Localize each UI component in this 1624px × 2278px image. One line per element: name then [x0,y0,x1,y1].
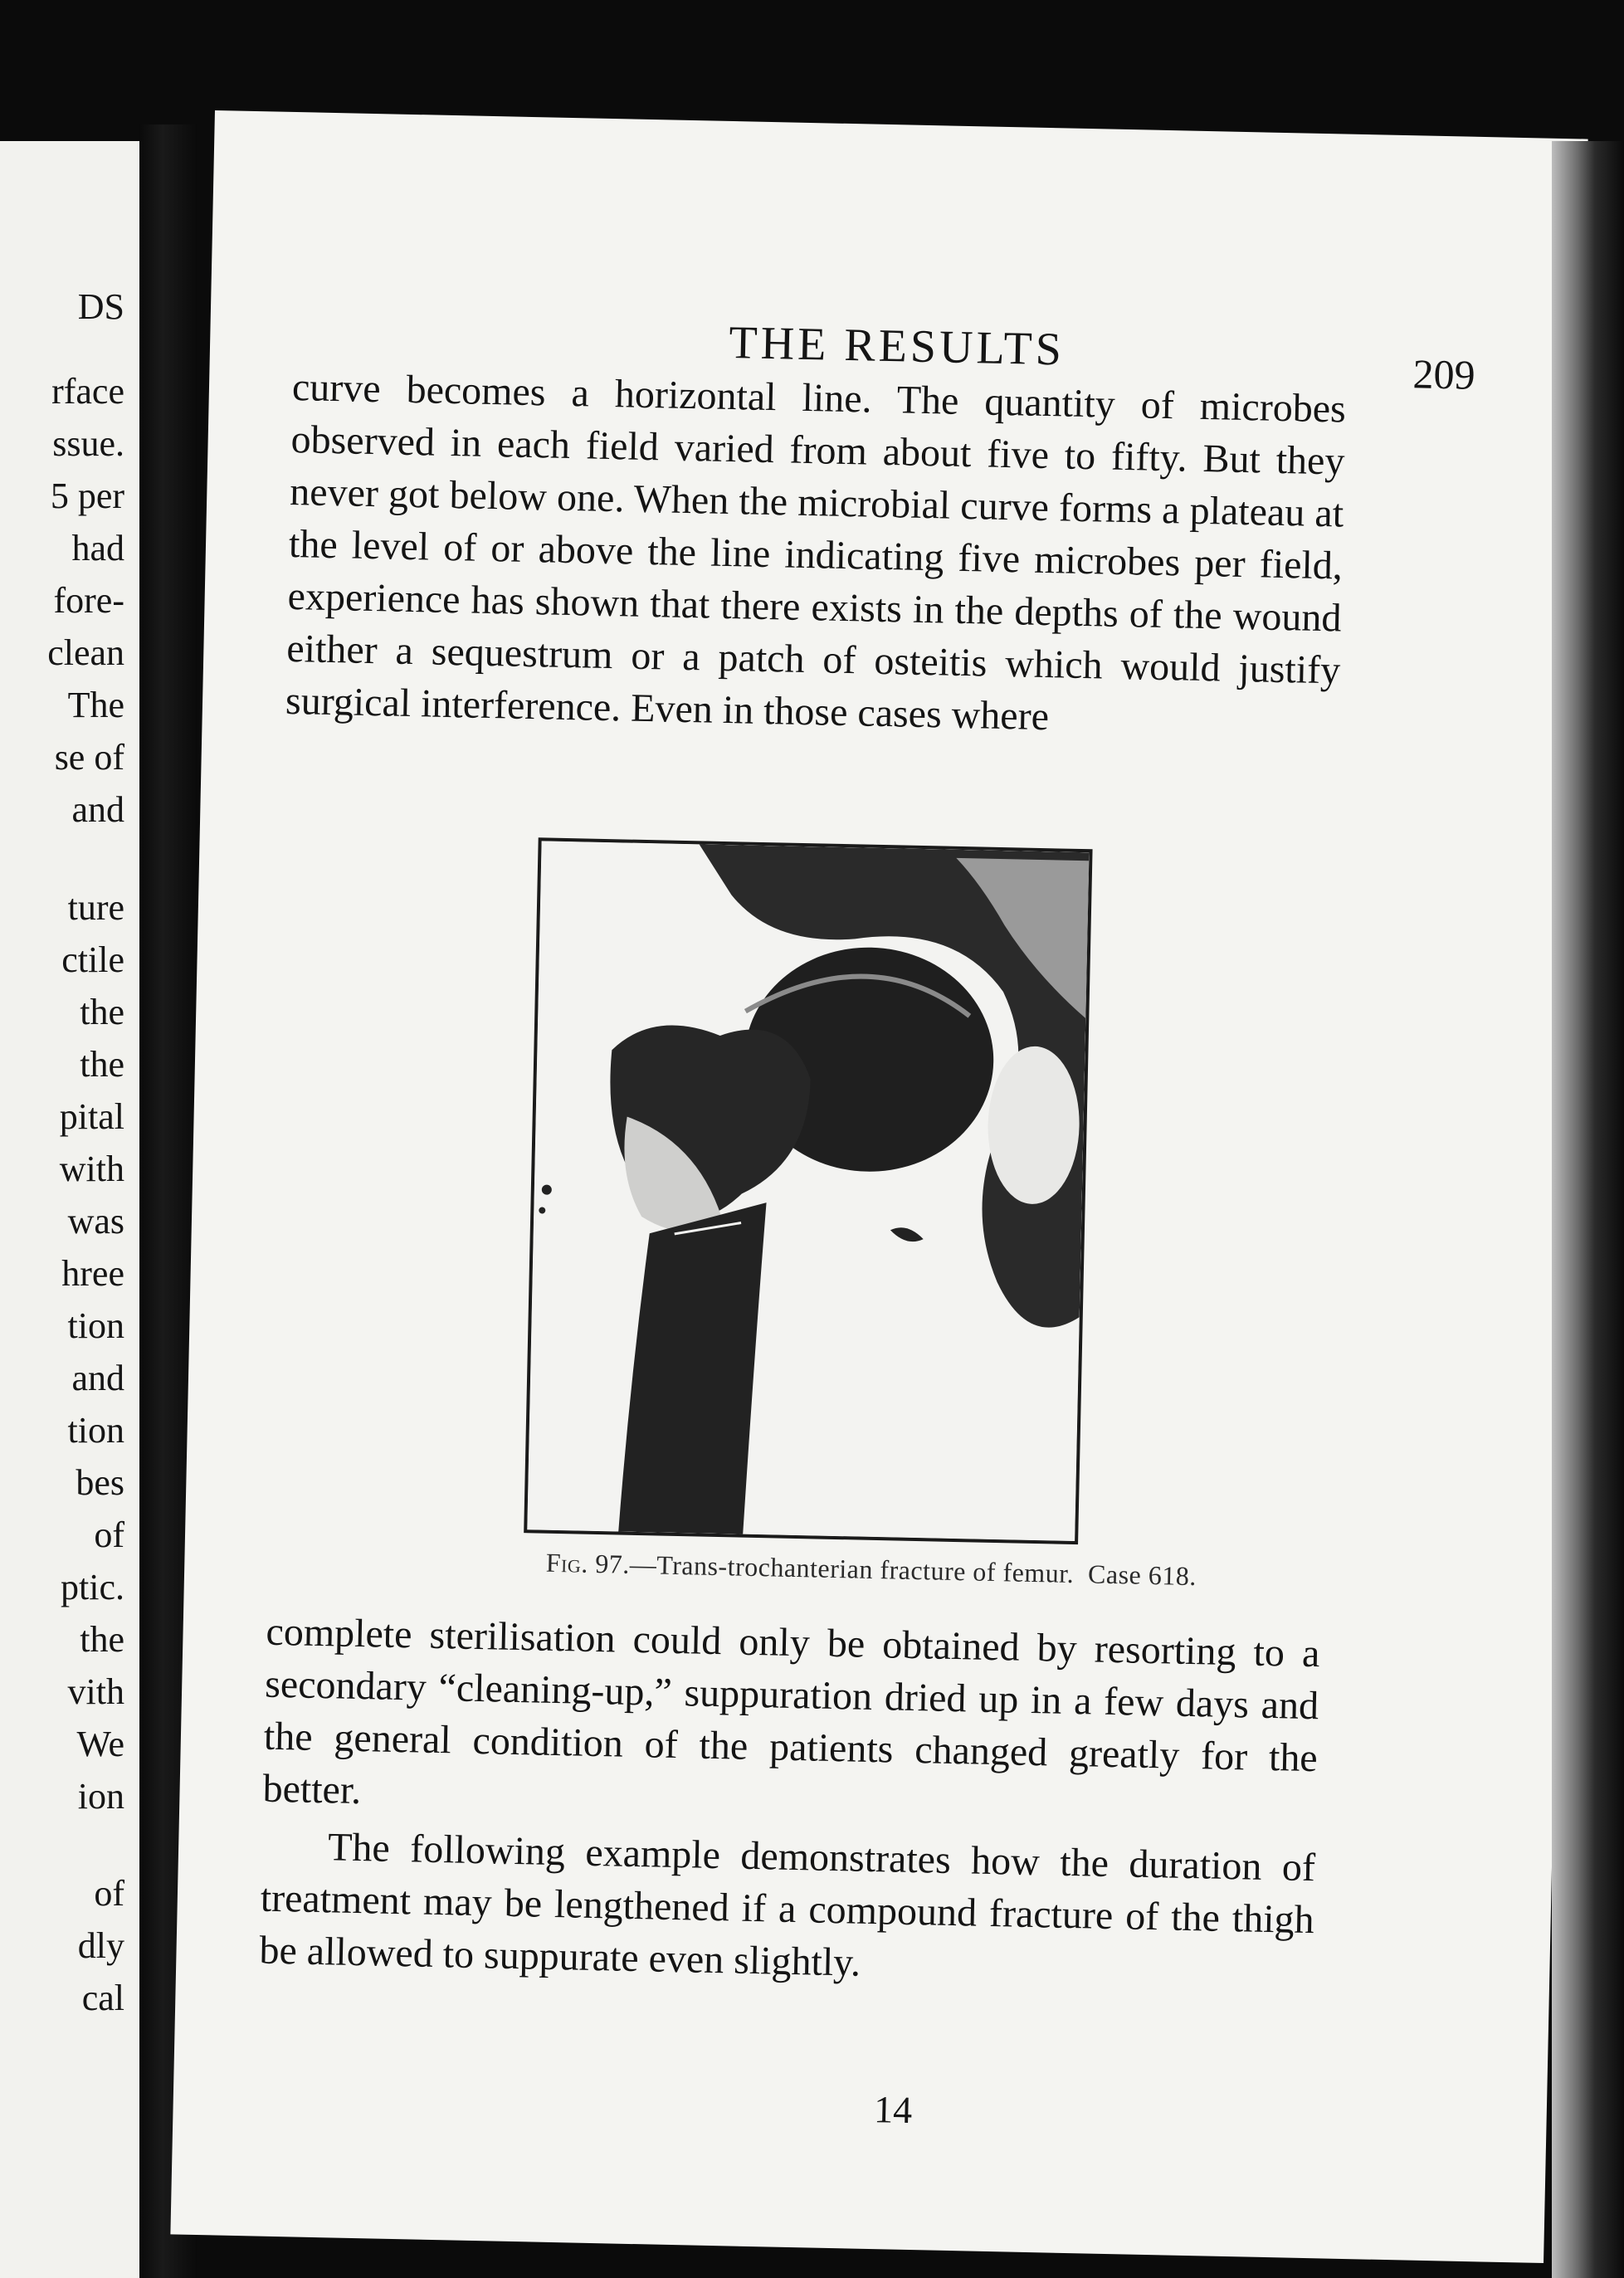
left-page-line: with [59,1149,124,1189]
left-page-line: DS [77,286,124,327]
left-page-line: and [71,1358,124,1398]
running-head: THE RESULTS [728,316,1066,376]
previous-page-fragment [0,141,143,2278]
page-number: 209 [1412,350,1476,398]
left-page-line: ctile [61,939,124,980]
page-edges [1552,141,1624,2278]
left-page-line: se of [54,737,124,778]
left-page-line: vith [67,1671,124,1712]
left-page-line: the [80,992,124,1032]
figure-caption [184,1540,1558,1600]
book-page [170,110,1587,2263]
figure-caption-label: Fig. 97. [545,1547,631,1579]
left-page-line: The [67,685,124,725]
figure-caption-case: Case 618. [1087,1559,1197,1592]
left-page-line: 5 per [50,476,124,516]
paragraph: curve becomes a horizontal line. The quantity of microbes observed in each field varied from about five to fifty. But they never got below one. When the microbial curve forms a plateau at the level of or above the line indicating five microbes per field, experience has shown that there exists in the depths of the wound either a sequestrum or a patch of osteitis which would justify surgical interference. Even in those cases where [285,364,1347,739]
left-page-line: of [94,1515,124,1555]
left-page-line: and [71,789,124,830]
left-page-line: ssue. [52,423,124,464]
left-page-line: We [76,1724,124,1764]
left-page-line: of [94,1873,124,1914]
body-text-top [285,361,1346,749]
left-page-line: ion [77,1776,124,1817]
signature-mark: 14 [873,2088,913,2132]
x-ray-figure [524,837,1092,1544]
femur-x-ray-image [527,841,1089,1541]
left-page-line: ptic. [61,1567,124,1607]
left-page-line: the [80,1044,124,1085]
left-page-line: cal [81,1978,124,2018]
body-text-bottom [259,1606,1320,1998]
left-page-line: had [71,528,124,568]
paragraph: complete sterilisation could only be obtained by resorting to a secondary “cleaning-up,” suppuration dried up in a few days and the general condition of the patients changed greatly for the better. [262,1609,1320,1813]
left-page-line: dly [77,1925,124,1966]
figure-caption-text: —Trans-trochanterian fracture of femur. [629,1549,1075,1589]
left-page-line: fore- [53,580,124,621]
left-page-line: clean [47,632,124,673]
left-page-line: tion [67,1305,124,1346]
left-page-line: ture [67,887,124,928]
left-page-line: the [80,1619,124,1660]
left-page-line: hree [61,1253,124,1294]
left-page-line: was [67,1201,124,1241]
paragraph: The following example demonstrates how the duration of treatment may be lengthened if a compound fracture of the thigh be allowed to suppurate even slightly. [259,1825,1316,1985]
left-page-line: bes [76,1462,124,1503]
left-page-line: rface [51,371,124,412]
left-page-line: pital [59,1096,124,1137]
left-page-line: tion [67,1410,124,1451]
